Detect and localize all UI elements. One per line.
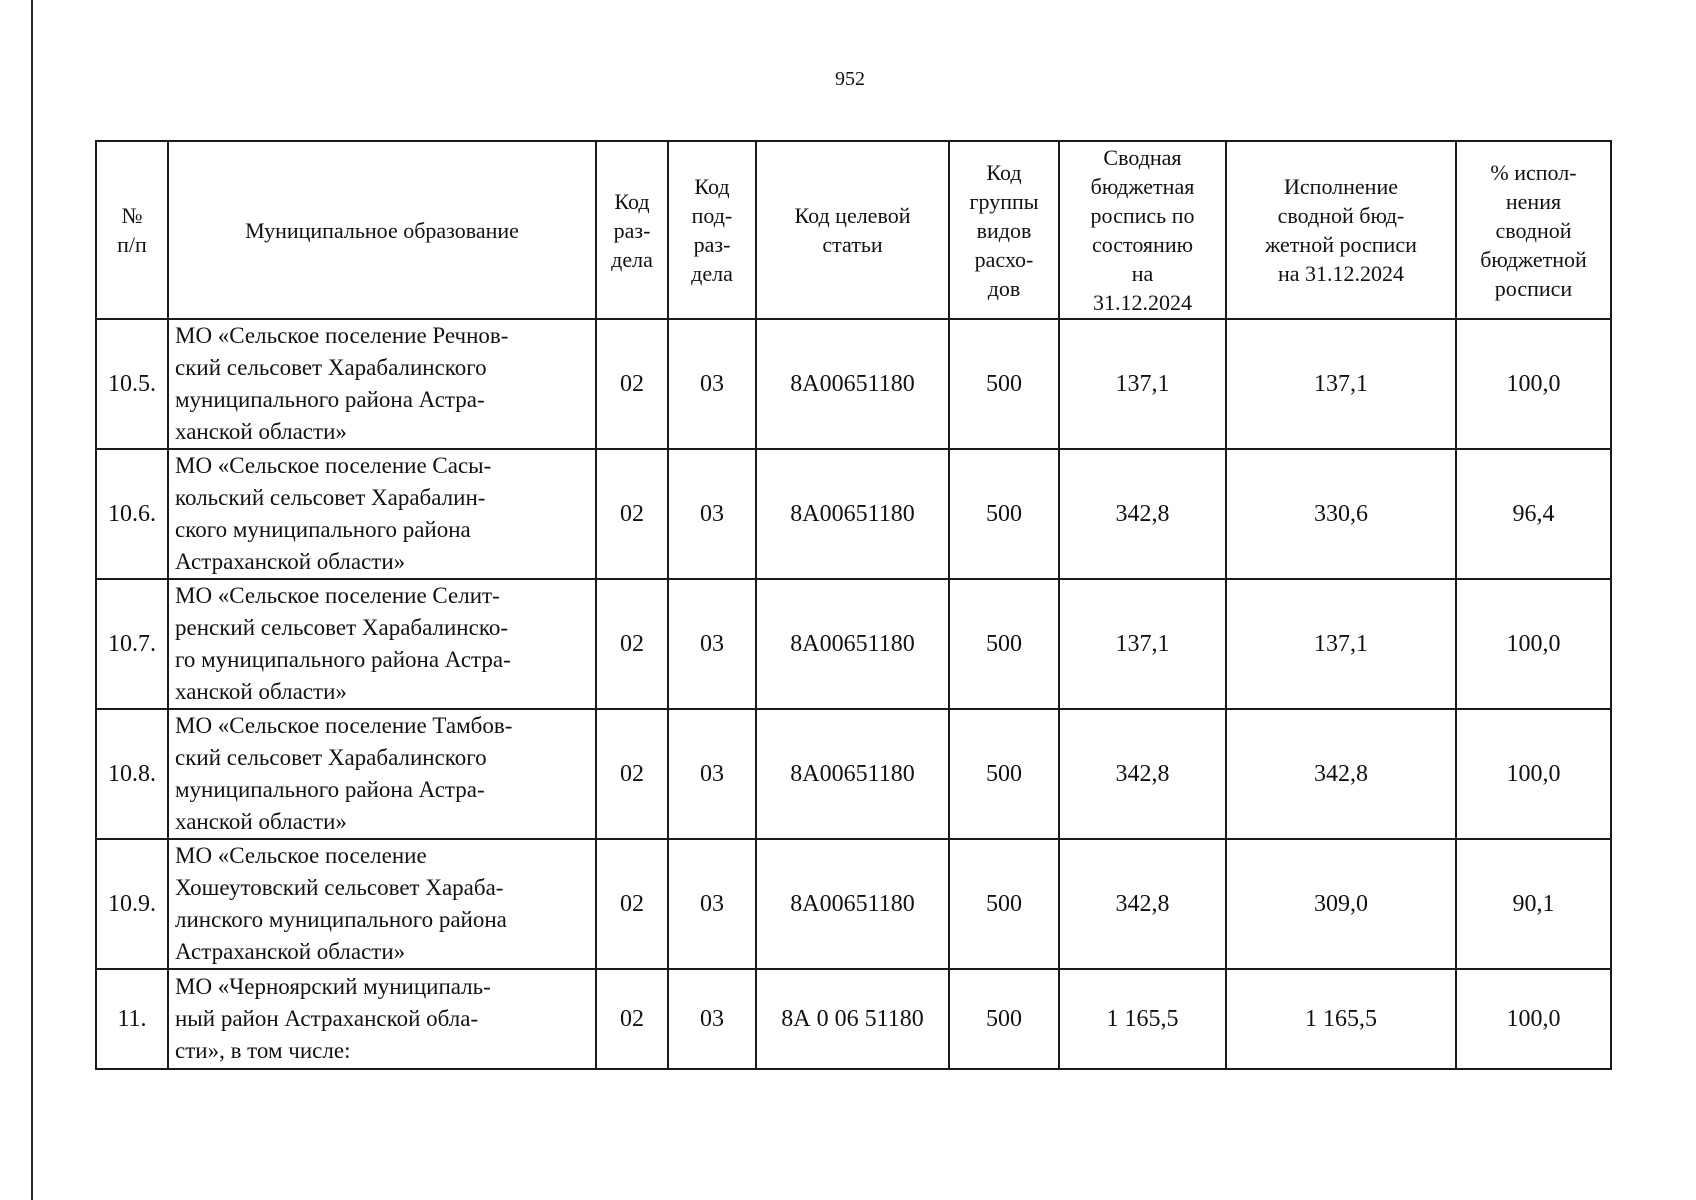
table-row (96, 449, 1611, 579)
row-expense-group: 500 (949, 969, 1059, 1069)
row-percent: 100,0 (1456, 579, 1611, 709)
row-section-code: 02 (596, 709, 668, 839)
row-execution: 137,1 (1226, 319, 1456, 449)
header-subsection-code: Код под- раз- дела (668, 141, 756, 319)
row-subsection-code: 03 (668, 969, 756, 1069)
row-subsection-code: 03 (668, 709, 756, 839)
row-municipality: МО «Сельское поселение Сасы- кольский сельсовет Харабалин- ского муниципального района Астраханской области» (168, 449, 596, 579)
row-expense-group: 500 (949, 709, 1059, 839)
row-section-code: 02 (596, 449, 668, 579)
header-target-code: Код целевой статьи (756, 141, 949, 319)
row-municipality: МО «Сельское поселение Хошеутовский сельсовет Хараба- линского муниципального района Астраханской области» (168, 839, 596, 969)
row-num: 11. (96, 969, 168, 1069)
table-header-row (96, 141, 1611, 319)
row-subsection-code: 03 (668, 839, 756, 969)
header-execution: Исполнение сводной бюд- жетной росписи на 31.12.2024 (1226, 141, 1456, 319)
row-expense-group: 500 (949, 579, 1059, 709)
row-budget-plan: 342,8 (1059, 449, 1226, 579)
table-row (96, 319, 1611, 449)
row-target-code: 8А 0 06 51180 (756, 969, 949, 1069)
row-expense-group: 500 (949, 839, 1059, 969)
row-section-code: 02 (596, 579, 668, 709)
row-num: 10.6. (96, 449, 168, 579)
row-subsection-code: 03 (668, 449, 756, 579)
row-target-code: 8А00651180 (756, 709, 949, 839)
row-budget-plan: 137,1 (1059, 319, 1226, 449)
row-section-code: 02 (596, 319, 668, 449)
row-budget-plan: 342,8 (1059, 709, 1226, 839)
row-subsection-code: 03 (668, 319, 756, 449)
table-row (96, 579, 1611, 709)
row-target-code: 8А00651180 (756, 839, 949, 969)
row-target-code: 8А00651180 (756, 449, 949, 579)
table-row (96, 839, 1611, 969)
row-budget-plan: 342,8 (1059, 839, 1226, 969)
row-execution: 330,6 (1226, 449, 1456, 579)
row-municipality: МО «Сельское поселение Тамбов- ский сельсовет Харабалинского муниципального района Астра- ханской области» (168, 709, 596, 839)
row-num: 10.7. (96, 579, 168, 709)
row-num: 10.8. (96, 709, 168, 839)
row-percent: 100,0 (1456, 969, 1611, 1069)
row-target-code: 8А00651180 (756, 579, 949, 709)
row-section-code: 02 (596, 839, 668, 969)
row-expense-group: 500 (949, 449, 1059, 579)
row-expense-group: 500 (949, 319, 1059, 449)
row-execution: 342,8 (1226, 709, 1456, 839)
row-budget-plan: 1 165,5 (1059, 969, 1226, 1069)
header-municipality: Муниципальное образование (168, 141, 596, 319)
row-percent: 96,4 (1456, 449, 1611, 579)
row-execution: 1 165,5 (1226, 969, 1456, 1069)
row-num: 10.9. (96, 839, 168, 969)
header-section-code: Код раз- дела (596, 141, 668, 319)
row-percent: 100,0 (1456, 319, 1611, 449)
row-subsection-code: 03 (668, 579, 756, 709)
header-budget-plan: Сводная бюджетная роспись по состоянию на 31.12.2024 (1059, 141, 1226, 319)
row-num: 10.5. (96, 319, 168, 449)
row-budget-plan: 137,1 (1059, 579, 1226, 709)
header-num: № п/п (96, 141, 168, 319)
row-municipality: МО «Сельское поселение Селит- ренский сельсовет Харабалинско- го муниципального района Астра- ханской области» (168, 579, 596, 709)
row-target-code: 8А00651180 (756, 319, 949, 449)
page-number: 952 (835, 68, 865, 90)
row-percent: 100,0 (1456, 709, 1611, 839)
table-row (96, 969, 1611, 1069)
row-municipality: МО «Сельское поселение Речнов- ский сельсовет Харабалинского муниципального района Астра- ханской области» (168, 319, 596, 449)
table-row (96, 709, 1611, 839)
budget-execution-table (95, 140, 1612, 1070)
row-municipality: МО «Черноярский муниципаль- ный район Астраханской обла- сти», в том числе: (168, 969, 596, 1069)
header-expense-group: Код группы видов расхо- дов (949, 141, 1059, 319)
row-execution: 137,1 (1226, 579, 1456, 709)
row-percent: 90,1 (1456, 839, 1611, 969)
row-section-code: 02 (596, 969, 668, 1069)
page-binding-line (31, 0, 33, 1200)
header-percent: % испол- нения сводной бюджетной росписи (1456, 141, 1611, 319)
row-execution: 309,0 (1226, 839, 1456, 969)
